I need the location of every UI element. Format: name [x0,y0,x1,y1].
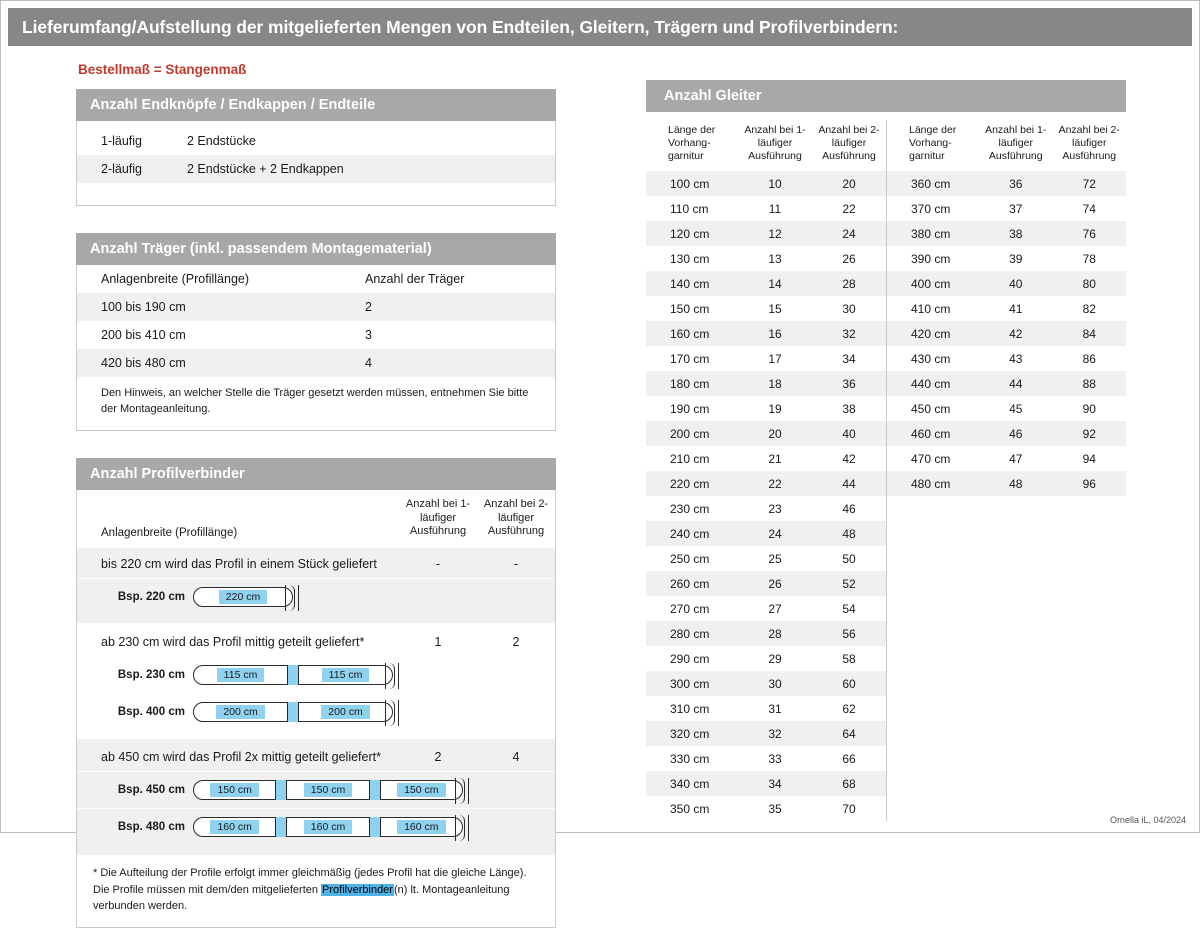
profile-bar-220 [193,586,293,608]
table-header-row [887,120,1126,171]
gleiter-cell: 62 [842,701,856,716]
table-row [646,296,886,321]
profile-segment: 160 cm [287,818,368,836]
cell-traeger-0-1: 2 [355,293,555,321]
gleiter-cell: 130 cm [670,251,710,266]
gleiter-cell: 270 cm [670,601,710,616]
gleiter-cell: 28 [738,621,812,646]
gleiter-cell: 32 [812,321,886,346]
cell-endknoepfe-0-0: 1-läufig [101,134,142,148]
table-row [887,371,1126,396]
gleiter-cell: 240 cm [646,521,738,546]
gleiter-cell: 41 [1009,301,1023,316]
gleiter-cell: 32 [738,721,812,746]
gleiter-cell: 86 [1082,351,1096,366]
table-row [887,246,1126,271]
profilverbinder-footnote [77,855,555,927]
gleiter-cell: 410 cm [911,301,951,316]
gleiter-cell: 430 cm [911,351,951,366]
table-row [887,346,1126,371]
table-row [77,155,555,183]
table-row [887,421,1126,446]
pv-example-label-0: Bsp. 220 cm [117,591,185,604]
traeger-hinweis: Den Hinweis, an welcher Stelle die Träger gesetzt werden müssen, entnehmen Sie bitte der Montageanleitung. [101,387,529,415]
table-row [646,221,886,246]
gleiter-cell: 150 cm [670,301,710,316]
pv-group-row [77,547,555,578]
gleiter-cell: 76 [1053,221,1127,246]
pv-example-row [77,578,555,623]
gleiter-cell: 68 [812,771,886,796]
right-column [646,80,1126,821]
pv-example-left-1b [77,694,399,730]
gleiter-cell: 16 [738,321,812,346]
gleiter-cell: 13 [768,251,782,266]
gleiter-cell: 350 cm [670,801,710,816]
profile-endline-icon [468,778,469,804]
profile-bar-450 [193,779,463,801]
gleiter-cell: 40 [812,421,886,446]
table-row [646,671,886,696]
table-row [646,771,886,796]
gleiter-cell: 48 [812,521,886,546]
table-row [646,746,886,771]
gleiter-tables [646,120,1126,821]
footnote-part2: (n) lt. Montageanleitung verbunden werden. [93,883,510,913]
gleiter-cell: 47 [1009,451,1023,466]
gleiter-cell: 10 [738,171,812,196]
section-title-gleiter: Anzahl Gleiter [646,80,1126,112]
gleiter-cell: 31 [768,701,782,716]
header-1laeufig-left: Anzahl bei 1-läufiger Ausführung [744,124,806,163]
gleiter-cell: 360 cm [887,171,979,196]
gleiter-cell: 11 [768,201,782,216]
gleiter-cell: 72 [1053,171,1127,196]
table-header-row [646,120,886,171]
table-row [887,171,1126,196]
gleiter-cell: 120 cm [646,221,738,246]
table-row [887,396,1126,421]
gleiter-cell: 26 [738,571,812,596]
profile-connector-icon [275,817,287,837]
table-row [646,796,886,821]
header-pv-2laeufig: Anzahl bei 2-läufiger Ausführung [483,497,549,538]
section-title-traeger: Anzahl Träger (inkl. passendem Montagematerial) [76,233,556,265]
table-row [646,721,886,746]
gleiter-cell: 15 [768,301,782,316]
profile-segment: 150 cm [194,781,275,799]
gleiter-cell: 43 [1009,351,1023,366]
gleiter-cell: 92 [1053,421,1127,446]
gleiter-cell: 370 cm [911,201,951,216]
table-row [887,471,1126,496]
section-title-profilverbinder: Anzahl Profilverbinder [76,458,556,490]
gleiter-cell: 94 [1082,451,1096,466]
gleiter-cell: 39 [1009,251,1023,266]
gleiter-cell: 480 cm [887,471,979,496]
pv-example-label-2a: Bsp. 450 cm [117,784,185,797]
gleiter-cell: 64 [812,721,886,746]
gleiter-cell: 58 [842,651,856,666]
table-row [646,321,886,346]
gleiter-cell: 34 [842,351,856,366]
gleiter-cell: 250 cm [670,551,710,566]
gleiter-cell: 46 [979,421,1053,446]
gleiter-cell: 42 [979,321,1053,346]
table-row [646,521,886,546]
gleiter-cell: 78 [1082,251,1096,266]
pv-example-left-1a [77,657,399,693]
table-row [646,346,886,371]
table-row [646,496,886,521]
gleiter-cell: 190 cm [670,401,710,416]
gleiter-cell: 24 [738,521,812,546]
table-row [646,196,886,221]
gleiter-cell: 180 cm [646,371,738,396]
header-pv-anlagenbreite: Anlagenbreite (Profillänge) [101,527,238,540]
pv-example-left-0 [77,579,399,615]
gleiter-cell: 12 [738,221,812,246]
gleiter-cell: 170 cm [670,351,710,366]
gleiter-cell: 23 [768,501,782,516]
gleiter-cell: 45 [1009,401,1023,416]
profile-endcap-icon [385,700,395,726]
profile-segment: 160 cm [381,818,462,836]
header-2laeufig-left: Anzahl bei 2-läufiger Ausführung [818,124,880,163]
gleiter-cell: 19 [768,401,782,416]
cell-traeger-1-0: 200 bis 410 cm [101,328,186,342]
profile-connector-icon [287,665,299,685]
cell-traeger-0-0: 100 bis 190 cm [77,293,355,321]
table-row [646,471,886,496]
table-row [646,621,886,646]
gleiter-cell: 90 [1082,401,1096,416]
gleiter-cell: 20 [738,421,812,446]
gleiter-cell: 17 [768,351,782,366]
gleiter-cell: 200 cm [646,421,738,446]
cell-endknoepfe-1-0: 2-läufig [77,155,177,183]
gleiter-cell: 290 cm [670,651,710,666]
table-row [646,246,886,271]
credit-line: Ornella iL, 04/2024 [1109,815,1186,825]
gleiter-cell: 310 cm [670,701,710,716]
gleiter-cell: 230 cm [670,501,710,516]
gleiter-cell: 100 cm [646,171,738,196]
pv-example-row [77,771,555,808]
table-row [887,221,1126,246]
gleiter-cell: 24 [812,221,886,246]
table-row [77,349,555,377]
gleiter-cell: 21 [768,451,782,466]
header-laenge-right: Länge der Vorhang-garnitur [909,124,957,163]
gleiter-cell: 42 [842,451,856,466]
pv-group-v2-2: 4 [512,750,520,765]
gleiter-cell: 470 cm [911,451,951,466]
traeger-table [77,265,555,377]
pv-example-label-2b: Bsp. 480 cm [117,821,185,834]
gleiter-cell: 52 [812,571,886,596]
gleiter-cell: 450 cm [911,401,951,416]
cell-endknoepfe-0-1: 2 Endstücke [187,134,256,148]
profile-connector-icon [369,780,381,800]
table-row [646,396,886,421]
gleiter-cell: 27 [768,601,782,616]
gleiter-cell: 56 [812,621,886,646]
gleiter-cell: 390 cm [911,251,951,266]
gleiter-cell: 25 [768,551,782,566]
gleiter-cell: 22 [842,201,856,216]
gleiter-cell: 22 [738,471,812,496]
profile-bar-230 [193,664,393,686]
section-title-endknoepfe: Anzahl Endknöpfe / Endkappen / Endteile [76,89,556,121]
gleiter-cell: 70 [842,801,856,816]
gleiter-cell: 30 [738,671,812,696]
header-1laeufig-right: Anzahl bei 1-läufiger Ausführung [985,124,1047,163]
table-row [887,296,1126,321]
gleiter-cell: 54 [842,601,856,616]
gleiter-cell: 210 cm [670,451,710,466]
pv-group-v2-1: 2 [512,635,520,650]
profile-bar-400 [193,701,393,723]
profile-segment: 200 cm [299,703,392,721]
profile-endcap-icon [385,663,395,689]
left-column [76,62,556,928]
table-row [646,596,886,621]
pv-example-row [77,693,555,738]
profile-connector-icon [369,817,381,837]
gleiter-cell: 84 [1053,321,1127,346]
profile-segment: 200 cm [194,703,287,721]
gleiter-cell: 14 [738,271,812,296]
footnote-highlight: Profilverbinder [322,883,393,896]
profile-segment: 150 cm [381,781,462,799]
profile-endcap-icon [455,778,465,804]
gleiter-cell: 66 [842,751,856,766]
profilverbinder-box [76,490,556,928]
gleiter-cell: 110 cm [670,201,709,216]
gleiter-cell: 340 cm [646,771,738,796]
pv-group-v2-0: - [513,557,519,572]
profilverbinder-header [77,490,555,547]
gleiter-cell: 88 [1053,371,1127,396]
pv-example-left-2b [77,809,463,845]
profile-endline-icon [298,585,299,611]
pv-example-left-2a [77,772,463,808]
gleiter-cell: 35 [768,801,782,816]
gleiter-cell: 37 [1009,201,1023,216]
traeger-box [76,265,556,431]
table-row [887,446,1126,471]
gleiter-cell: 20 [812,171,886,196]
gleiter-cell: 260 cm [646,571,738,596]
pv-group-v1-1: 1 [434,635,442,650]
table-row [887,196,1126,221]
table-row [646,571,886,596]
pv-group-row [77,738,555,771]
gleiter-cell: 460 cm [887,421,979,446]
cell-endknoepfe-1-1: 2 Endstücke + 2 Endkappen [177,155,555,183]
gleiter-cell: 82 [1082,301,1096,316]
gleiter-cell: 96 [1053,471,1127,496]
header-laenge-left: Länge der Vorhang-garnitur [668,124,716,163]
gleiter-cell: 34 [738,771,812,796]
gleiter-table-right [887,120,1126,496]
pv-group-text-1: ab 230 cm wird das Profil mittig geteilt geliefert* [101,635,365,650]
gleiter-cell: 38 [842,401,856,416]
gleiter-cell: 50 [842,551,856,566]
table-header-row [77,265,555,293]
endknoepfe-table [77,127,555,183]
profile-segment: 220 cm [194,588,292,606]
pv-example-label-1a: Bsp. 230 cm [117,669,185,682]
gleiter-cell: 80 [1053,271,1127,296]
header-anzahl-traeger: Anzahl der Träger [365,272,465,286]
profile-segment: 150 cm [287,781,368,799]
header-anlagenbreite: Anlagenbreite (Profillänge) [101,272,250,286]
gleiter-cell: 44 [979,371,1053,396]
table-row [887,271,1126,296]
gleiter-cell: 420 cm [887,321,979,346]
gleiter-cell: 18 [738,371,812,396]
gleiter-cell: 330 cm [670,751,710,766]
order-note: Bestellmaß = Stangenmaß [78,62,247,77]
gleiter-cell: 320 cm [646,721,738,746]
profile-endcap-icon [455,815,465,841]
table-row [77,321,555,349]
gleiter-cell: 74 [1082,201,1096,216]
table-row [646,446,886,471]
pv-example-row [77,808,555,855]
profile-endline-icon [398,700,399,726]
table-row [646,371,886,396]
profile-endcap-icon [285,585,295,611]
table-row [77,127,555,155]
gleiter-cell: 220 cm [646,471,738,496]
gleiter-cell: 46 [842,501,856,516]
pv-group-text-0: bis 220 cm wird das Profil in einem Stück geliefert [101,557,377,572]
profile-segment: 115 cm [194,666,287,684]
profile-segment: 115 cm [299,666,392,684]
pv-group-v1-2: 2 [434,750,442,765]
profile-connector-icon [275,780,287,800]
gleiter-cell: 28 [812,271,886,296]
endknoepfe-box [76,121,556,206]
gleiter-cell: 380 cm [887,221,979,246]
gleiter-cell: 400 cm [887,271,979,296]
gleiter-table-left-wrap [646,120,886,821]
pv-example-row [77,656,555,693]
gleiter-cell: 40 [979,271,1053,296]
profile-segment: 160 cm [194,818,275,836]
table-row [646,546,886,571]
table-row [646,171,886,196]
pv-group-text-2: ab 450 cm wird das Profil 2x mittig geteilt geliefert* [101,750,381,765]
table-row [887,321,1126,346]
pv-group-row [77,623,555,656]
profile-connector-icon [287,702,299,722]
table-row [646,696,886,721]
cell-traeger-2-1: 4 [355,349,555,377]
pv-example-label-1b: Bsp. 400 cm [117,706,185,719]
header-pv-1laeufig: Anzahl bei 1-läufiger Ausführung [405,497,471,538]
gleiter-cell: 30 [842,301,856,316]
profile-bar-480 [193,816,463,838]
gleiter-cell: 44 [812,471,886,496]
gleiter-cell: 60 [812,671,886,696]
gleiter-cell: 26 [842,251,856,266]
profile-endline-icon [468,815,469,841]
gleiter-cell: 33 [768,751,782,766]
cell-traeger-2-0: 420 bis 480 cm [77,349,355,377]
gleiter-cell: 140 cm [646,271,738,296]
table-row [646,421,886,446]
pv-group-v1-0: - [435,557,441,572]
gleiter-cell: 300 cm [646,671,738,696]
gleiter-cell: 280 cm [646,621,738,646]
gleiter-cell: 440 cm [887,371,979,396]
page-title: Lieferumfang/Aufstellung der mitgelieferten Mengen von Endteilen, Gleitern, Trägern und Profilverbindern: [22,16,899,37]
gleiter-cell: 160 cm [646,321,738,346]
gleiter-cell: 38 [979,221,1053,246]
gleiter-table-right-wrap [886,120,1126,821]
page-header [8,8,1192,46]
cell-traeger-1-1: 3 [365,328,372,342]
table-row [646,646,886,671]
table-row [646,271,886,296]
gleiter-cell: 36 [979,171,1053,196]
gleiter-table-left [646,120,886,821]
gleiter-cell: 36 [812,371,886,396]
footnote-part1: * Die Aufteilung der Profile erfolgt immer gleichmäßig (jedes Profil hat die gleiche Länge). Die Profile müssen mit dem/den mitgelieferten [93,867,527,896]
header-2laeufig-right: Anzahl bei 2-läufiger Ausführung [1058,124,1120,163]
gleiter-cell: 29 [768,651,782,666]
table-row [77,293,555,321]
gleiter-cell: 48 [979,471,1053,496]
profile-endline-icon [398,663,399,689]
